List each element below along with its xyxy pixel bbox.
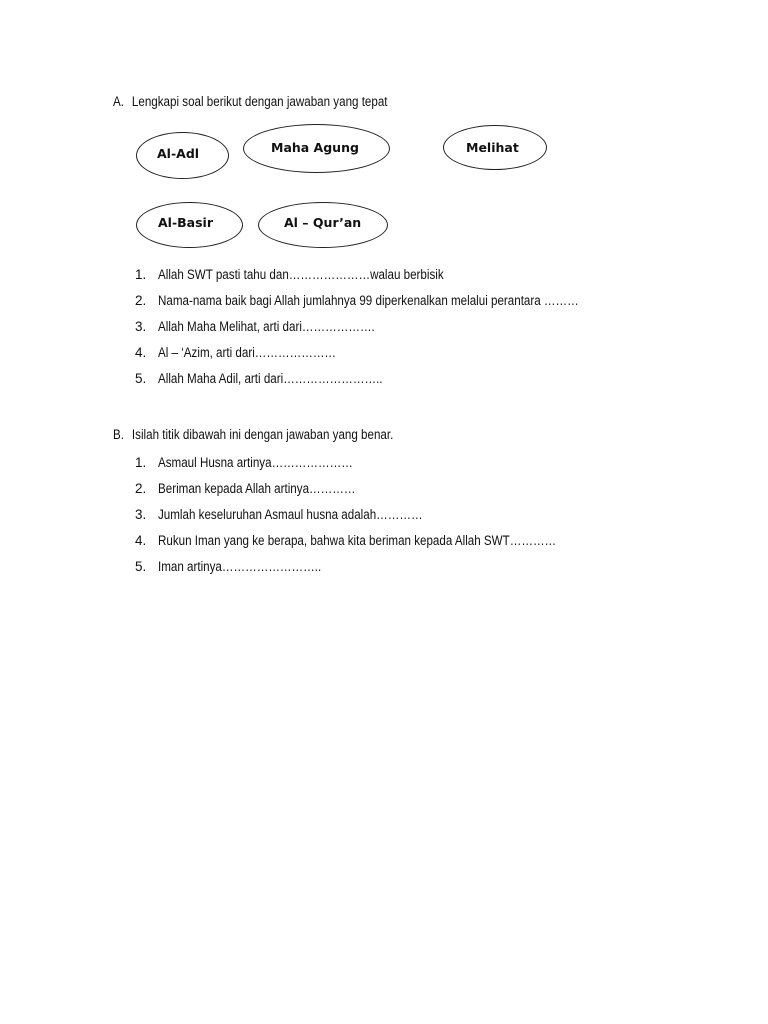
section-a-heading-text: Lengkapi soal berikut dengan jawaban yang tepat <box>131 94 388 109</box>
section-b-heading <box>113 427 439 443</box>
answer-option-al-basir: Al-Basir <box>136 202 243 248</box>
section-a-letter: A. <box>113 94 124 109</box>
answer-option-al-quran: Al – Qur’an <box>258 202 388 248</box>
answer-option-maha-agung: Maha Agung <box>243 124 390 173</box>
section-b-letter: B. <box>113 427 124 442</box>
answer-option-melihat: Melihat <box>443 125 547 170</box>
section-b-heading-text: Isilah titik dibawah ini dengan jawaban yang benar. <box>131 427 394 442</box>
answer-option-al-adl: Al-Adl <box>136 132 229 179</box>
section-a-heading <box>113 94 432 110</box>
worksheet-page: A. Lengkapi soal berikut dengan jawaban yang tepat Al-Adl Maha Agung Melihat Al-Basir Al – Qur’an 1. Allah SWT pasti tahu dan…………………walau berbisik 2. Nama-nama baik bagi Allah jumlahnya 99 diperkenalkan melalui perantara ……… 3. Allah Maha Melihat, arti dari………………. 4. Al – ‘Azim, arti dari………………… 5. Allah Maha Adil, arti dari…………………….. B. Isilah titik dibawah ini dengan jawaban yang benar. 1. Asmaul Husna artinya………………… 2. Beriman kepada Allah artinya………… 3. Jumlah keseluruhan Asmaul husna adalah………… 4. Rukun Iman yang ke berapa, bahwa kita beriman kepada Allah SWT………… 5. Iman artinya…………………….. <box>113 94 579 574</box>
